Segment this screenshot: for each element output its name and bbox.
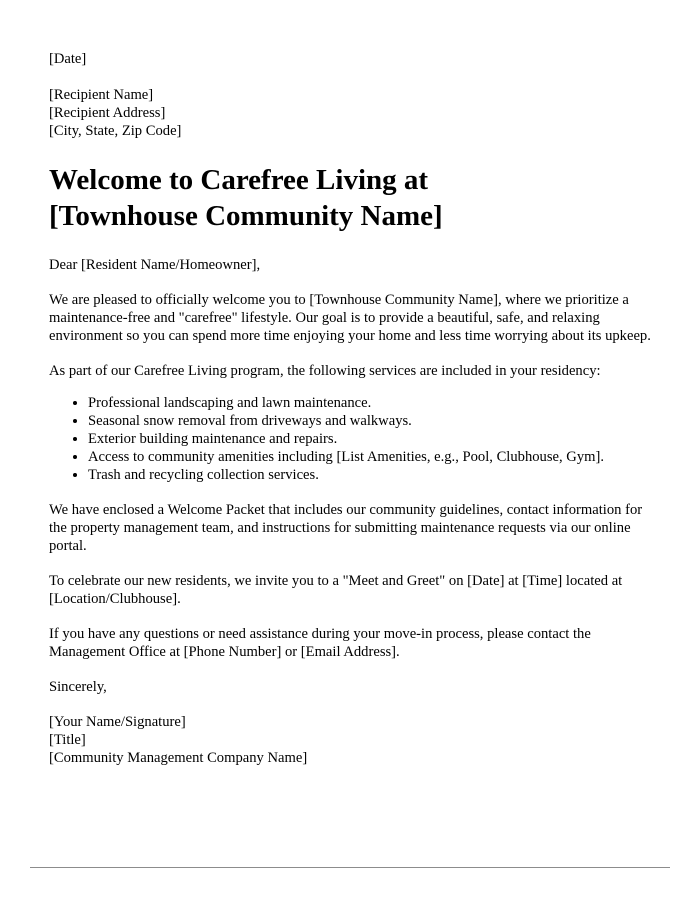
services-list	[49, 394, 651, 484]
letter-content	[30, 0, 670, 810]
letter-page	[30, 0, 670, 868]
signature-company: [Community Management Company Name]	[49, 750, 308, 766]
service-item-landscaping: • Professional landscaping and lawn maintenance.	[88, 394, 651, 412]
paragraph-welcome-packet: We have enclosed a Welcome Packet that includes our community guidelines, contact information for the property management team, and instructions for submitting maintenance requests via our online portal.	[49, 502, 643, 554]
closing: Sincerely,	[49, 679, 107, 695]
paragraph-meet-and-greet: To celebrate our new residents, we invite you to a "Meet and Greet" on [Date] at [Time] located at [Location/Clubhouse].	[49, 573, 623, 607]
recipient-name: [Recipient Name]	[49, 87, 154, 103]
paragraph-welcome: We are pleased to officially welcome you to [Townhouse Community Name], where we prioritize a maintenance-free and "carefree" lifestyle. Our goal is to provide a beautiful, safe, and relaxing environment so you can spend more time enjoying your home and less time worrying about its upkeep.	[49, 292, 651, 344]
recipient-block	[49, 86, 651, 140]
paragraph-services-intro: As part of our Carefree Living program, the following services are included in your residency:	[49, 363, 601, 379]
salutation: Dear [Resident Name/Homeowner],	[49, 257, 261, 273]
service-item-trash-recycling: • Trash and recycling collection services.	[88, 466, 651, 484]
recipient-address: [Recipient Address]	[49, 105, 166, 121]
signature-title: [Title]	[49, 732, 86, 748]
paragraph-contact: If you have any questions or need assistance during your move-in process, please contact the Management Office at [Phone Number] or [Email Address].	[49, 626, 591, 660]
date-placeholder: [Date]	[49, 51, 87, 67]
signature-name: [Your Name/Signature]	[49, 714, 186, 730]
recipient-city-state-zip: [City, State, Zip Code]	[49, 123, 182, 139]
service-item-snow-removal: • Seasonal snow removal from driveways and walkways.	[88, 412, 651, 430]
signature-block	[49, 713, 651, 767]
service-item-exterior-maintenance: • Exterior building maintenance and repairs.	[88, 430, 651, 448]
service-item-amenities: • Access to community amenities including [List Amenities, e.g., Pool, Clubhouse, Gym].	[88, 448, 651, 466]
letter-title: Welcome to Carefree Living at [Townhouse Community Name]	[49, 164, 443, 232]
